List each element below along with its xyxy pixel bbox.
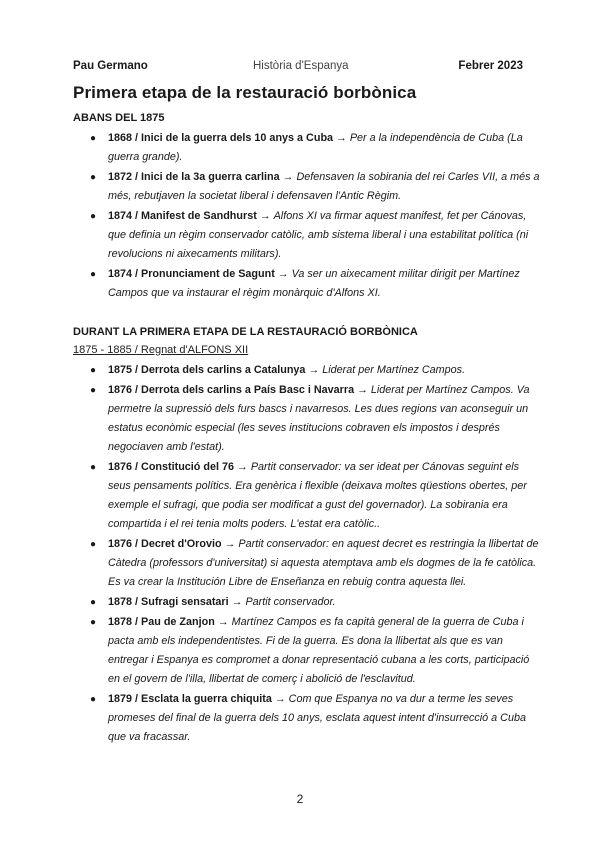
event-date-title: 1878 / Pau de Zanjon — [108, 616, 215, 628]
arrow-icon: → — [231, 596, 243, 608]
event-item — [73, 265, 543, 303]
arrow-icon: → — [237, 461, 248, 473]
arrow-icon: → — [282, 171, 294, 183]
event-description: Partit conservador: va ser ideat per Cánovas seguint els seus pensaments polítics. Era genèrica i flexible (deixava moltes qüestions obertes, per exemple el sufragi, que podia ser modificat a gust del governador). La sobirania era compartida i el rei tenia molts poders. L'estat era catòlic.. — [108, 461, 527, 530]
arrow-icon: → — [259, 210, 271, 222]
event-date-title: 1876 / Constitució del 76 — [108, 461, 235, 473]
bullet-icon: ● — [90, 694, 97, 705]
bullet-icon: ● — [90, 539, 97, 550]
section-heading-before-1875: ABANS DEL 1875 — [73, 112, 165, 124]
arrow-icon: → — [224, 538, 236, 550]
event-date-title: 1879 / Esclata la guerra chiquita — [108, 693, 272, 705]
arrow-icon: → — [274, 693, 286, 705]
event-list-before-1875 — [73, 129, 543, 304]
event-description: Partit conservador: en aquest decret es restringia la llibertat de Càtedra (professors d'universitat) si aquesta atemptava amb els dogmes de la fe catòlica. Es va crear la Institución Libre de Enseñanza en rebuig contra aquesta llei. — [108, 538, 539, 588]
event-item — [73, 168, 543, 206]
event-description: Com que Espanya no va dur a terme les seves promeses del final de la guerra dels 10 anys, esclata aquest intent d'insurrecció a Cuba que va fracassar. — [108, 693, 526, 743]
event-date-title: 1876 / Derrota dels carlins a País Basc i Navarra — [108, 384, 355, 396]
event-date-title: 1874 / Manifest de Sandhurst — [108, 210, 257, 222]
event-date-title: 1872 / Inici de la 3a guerra carlina — [108, 171, 280, 183]
event-date-title: 1876 / Decret d'Orovio — [108, 538, 222, 550]
event-date-title: 1875 / Derrota dels carlins a Catalunya — [108, 364, 306, 376]
page-number: 2 — [296, 792, 304, 806]
event-date-title: 1868 / Inici de la guerra dels 10 anys a Cuba — [108, 132, 334, 144]
event-item — [73, 593, 543, 612]
event-item — [73, 613, 543, 689]
bullet-icon: ● — [90, 617, 97, 628]
page-header — [73, 60, 523, 76]
event-date-title: 1874 / Pronunciament de Sagunt — [108, 268, 275, 280]
header-date: Febrer 2023 — [458, 60, 523, 72]
event-date-title: 1878 / Sufragi sensatari — [108, 596, 229, 608]
event-description: Partit conservador. — [245, 596, 336, 608]
event-description: Va ser un aixecament militar dirigit per Martínez Campos que va instaurar el règim monàrquic d'Alfons XI. — [108, 268, 520, 299]
document-title: Primera etapa de la restauració borbònica — [73, 83, 417, 102]
bullet-icon: ● — [90, 269, 97, 280]
event-description: Per a la independència de Cuba (La guerra grande). — [108, 132, 523, 163]
arrow-icon: → — [357, 384, 368, 396]
arrow-icon: → — [277, 268, 289, 280]
bullet-icon: ● — [90, 172, 97, 183]
section-heading-first-stage: DURANT LA PRIMERA ETAPA DE LA RESTAURACIÓ BORBÒNICA — [73, 326, 418, 338]
event-item — [73, 535, 543, 592]
event-item — [73, 690, 543, 747]
event-description: Martínez Campos es fa capità general de la guerra de Cuba i pacta amb els independentistes. Fi de la guerra. Es dona la llibertat als que es van entregar i Espanya es compromet a donar representació cubana a les corts, participació en el govern de l'illa, llibertat de comerç i abolició de l'esclavitud. — [108, 616, 530, 685]
arrow-icon: → — [308, 364, 320, 376]
event-description: Liderat per Martínez Campos. — [322, 364, 466, 376]
header-subject: Història d'Espanya — [253, 60, 349, 72]
event-item — [73, 381, 543, 457]
arrow-icon: → — [336, 132, 347, 144]
event-description: Defensaven la sobirania del rei Carles VII, a més a més, rebutjaven la societat liberal i defensaven l'Antic Règim. — [108, 171, 540, 202]
event-list-first-stage — [73, 361, 543, 748]
bullet-icon: ● — [90, 133, 97, 144]
section-subheading-reign: 1875 - 1885 / Regnat d'ALFONS XII — [73, 344, 249, 356]
event-description: Alfons XI va firmar aquest manifest, fet per Cánovas, que definia un règim conservador catòlic, amb sistema liberal i una estabilitat política (ni revolucions ni aixecaments militars). — [108, 210, 529, 260]
event-item — [73, 361, 543, 380]
event-description: Liderat per Martínez Campos. Va permetre la supressió dels furs bascs i navarresos. Les dues regions van aconseguir un estatus econòmic especial (les seves institucions cobraven els impostos i després negociaven amb l'estat). — [108, 384, 530, 453]
bullet-icon: ● — [90, 462, 97, 473]
arrow-icon: → — [217, 616, 229, 628]
bullet-icon: ● — [90, 597, 97, 608]
event-item — [73, 129, 543, 167]
header-author: Pau Germano — [73, 60, 148, 72]
event-item — [73, 458, 543, 534]
event-item — [73, 207, 543, 264]
bullet-icon: ● — [90, 211, 97, 222]
bullet-icon: ● — [90, 365, 97, 376]
bullet-icon: ● — [90, 385, 97, 396]
